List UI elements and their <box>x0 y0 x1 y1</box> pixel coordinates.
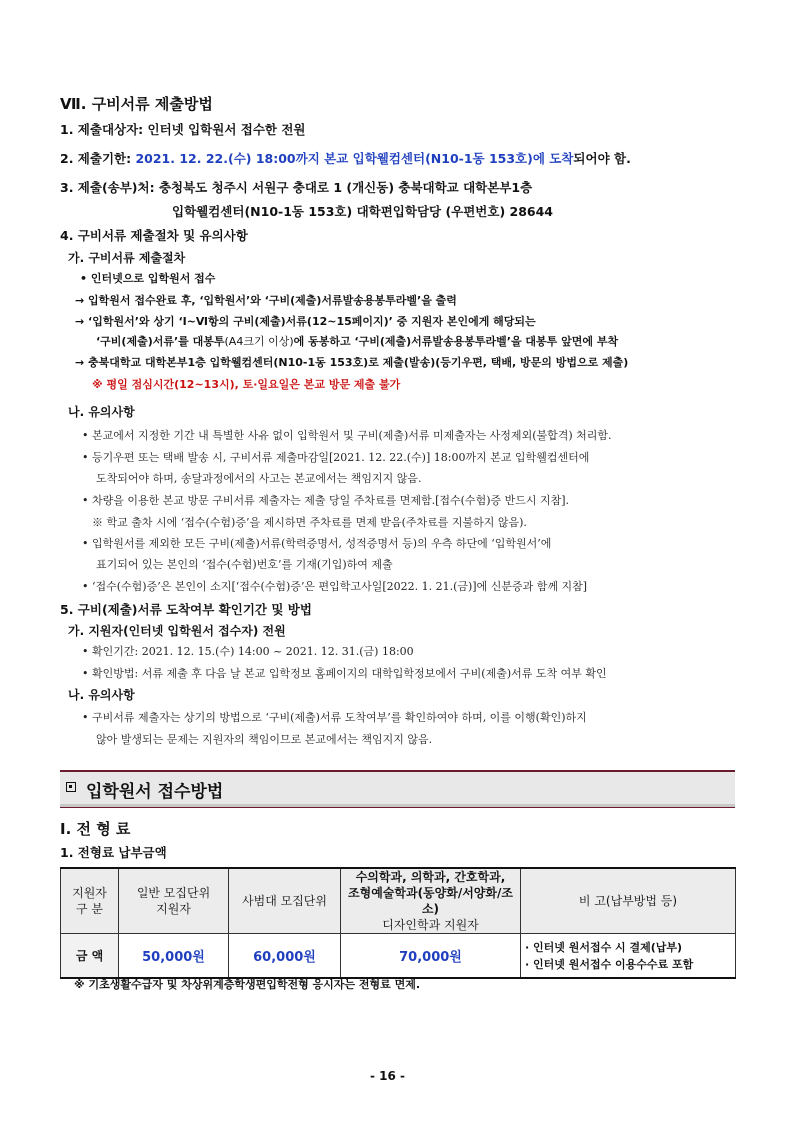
procedure-step-4 <box>75 354 628 370</box>
procedure-step-3b-size: (A4크기 이상) <box>224 335 294 348</box>
item-2-deadline: 2021. 12. 22.(수) 18:00까지 본교 입학웰컴센터(N10-1동 153호)에 도착 <box>135 151 574 166</box>
note-3b: ※ 학교 출차 시에 ‘접수(수험)증’을 제시하면 주차료를 면제 받음(주차료를 지불하지 않음). <box>92 516 527 529</box>
fee-header-general-b: 지원자 <box>156 902 191 916</box>
fee-table-header-row <box>61 868 736 934</box>
fee-amount-education: 60,000원 <box>229 934 341 979</box>
note-3: • 차량을 이용한 본교 방문 구비서류 제출자는 제출 당일 주차료를 면제함.[접수(수험)증 반드시 지참]. <box>82 494 570 507</box>
item-5-check-method: • 확인방법: 서류 제출 후 다음 날 본교 입학정보 홈페이지의 대학입학정보에서 구비(제출)서류 도착 여부 확인 <box>82 667 607 680</box>
fee-header-category-b: 구 분 <box>76 902 103 916</box>
procedure-step-3b-a: ‘구비(제출)서류’를 대봉투 <box>96 335 225 348</box>
procedure-step-1: • 인터넷으로 입학원서 접수 <box>80 272 216 285</box>
fee-header-category <box>61 868 119 934</box>
item-1: 1. 제출대상자: 인터넷 입학원서 접수한 전원 <box>60 122 306 137</box>
note-2a: • 등기우편 또는 택배 발송 시, 구비서류 제출마감일[2021. 12. 22.(수)] 18:00까지 본교 입학웰컴센터에 <box>82 451 590 464</box>
item-5-ga: 가. 지원자(인터넷 입학원서 접수자) 전원 <box>68 624 286 638</box>
fee-header-special <box>341 868 521 934</box>
fee-remarks-line-2: · 인터넷 원서접수 이용수수료 포함 <box>525 957 694 971</box>
item-2-prefix: 2. 제출기한: <box>60 151 136 166</box>
fee-header-category-a: 지원자 <box>72 886 107 900</box>
procedure-step-4-a: → 충북대학교 대학본부1층 입학웰컴센터(N10-1동 153호)로 제출(발송) <box>75 356 436 369</box>
fee-section-title: Ⅰ. 전 형 료 <box>60 820 131 838</box>
procedure-step-4-b: (등기우편, 택배, 방문의 방법으로 제출) <box>435 356 629 369</box>
procedure-step-3b <box>96 333 618 349</box>
item-5-title: 5. 구비(제출)서류 도착여부 확인기간 및 방법 <box>60 602 312 617</box>
page-number: - 16 - <box>370 1069 406 1083</box>
fee-table <box>60 867 736 979</box>
item-5-check-period: • 확인기간: 2021. 12. 15.(수) 14:00 ~ 2021. 12. 31.(금) 18:00 <box>82 645 414 658</box>
fee-amount-general: 50,000원 <box>119 934 229 979</box>
fee-header-remarks: 비 고(납부방법 등) <box>521 868 736 934</box>
fee-header-general <box>119 868 229 934</box>
note-1: • 본교에서 지정한 기간 내 특별한 사유 없이 입학원서 및 구비(제출)서류 미제출자는 사정제외(불합격) 처리함. <box>82 429 612 442</box>
procedure-step-3: → ‘입학원서’와 상기 ‘Ⅰ~Ⅵ항의 구비(제출)서류(12~15페이지)’ 중 지원자 본인에게 해당되는 <box>75 315 536 328</box>
item-5-na: 나. 유의사항 <box>68 688 135 702</box>
note-5: • ‘접수(수험)증’은 본인이 소지[‘접수(수험)증’은 편입학고사일[2022. 1. 21.(금)]에 신분증과 함께 지참] <box>82 580 587 593</box>
note-4b: 표기되어 있는 본인의 ‘접수(수험)번호’를 기재(기입)하여 제출 <box>96 558 393 571</box>
procedure-step-3b-c: 에 동봉하고 ‘구비(제출)서류발송용봉투라벨’을 대봉투 앞면에 부착 <box>293 335 619 348</box>
fee-remarks-cell <box>521 934 736 979</box>
fee-table-row <box>61 934 736 979</box>
item-2 <box>60 149 631 167</box>
item-5-note-a: • 구비서류 제출자는 상기의 방법으로 ‘구비(제출)서류 도착여부’를 확인하여야 하며, 이를 이행(확인)하지 <box>82 711 587 724</box>
fee-row-label: 금 액 <box>61 934 119 979</box>
item-5-note-b: 않아 발생되는 문제는 지원자의 책임이므로 본교에서는 책임지지 않음. <box>96 733 433 746</box>
fee-header-special-c: 디자인학과 지원자 <box>382 918 479 932</box>
square-bullet-icon <box>66 782 76 792</box>
procedure-step-2: → 입학원서 접수완료 후, ‘입학원서’와 ‘구비(제출)서류발송용봉투라벨’을 출력 <box>75 294 457 307</box>
item-3-line1: 3. 제출(송부)처: 충청북도 청주시 서원구 충대로 1 (개신동) 충북대학교 대학본부1층 <box>60 180 533 195</box>
note-4a: • 입학원서를 제외한 모든 구비(제출)서류(학력증명서, 성적증명서 등)의 우측 하단에 ‘입학원서’에 <box>82 537 552 550</box>
fee-header-education: 사범대 모집단위 <box>229 868 341 934</box>
sub-ga-title: 가. 구비서류 제출절차 <box>68 251 186 265</box>
fee-header-general-a: 일반 모집단위 <box>136 886 211 900</box>
item-3-line2: 입학웰컴센터(N10-1동 153호) 대학편입학담당 (우편번호) 28644 <box>172 204 554 219</box>
fee-header-special-a: 수의학과, 의학과, 간호학과, <box>355 870 506 884</box>
fee-footnote: ※ 기초생활수급자 및 차상위계층학생편입학전형 응시자는 전형료 면제. <box>74 978 421 991</box>
sub-na-title: 나. 유의사항 <box>68 405 135 419</box>
section-banner <box>60 770 735 808</box>
fee-subtitle: 1. 전형료 납부금액 <box>60 845 167 860</box>
fee-remarks-line-1: · 인터넷 원서접수 시 결제(납부) <box>525 940 683 954</box>
item-4-title: 4. 구비서류 제출절차 및 유의사항 <box>60 228 248 243</box>
banner-shadow-bar <box>60 804 735 807</box>
procedure-warning: ※ 평일 점심시간(12~13시), 토·일요일은 본교 방문 제출 불가 <box>92 378 401 391</box>
banner-title: 입학원서 접수방법 <box>86 782 224 802</box>
fee-header-special-b: 조형예술학과(동양화/서양화/조소) <box>348 886 513 916</box>
note-2b: 도착되어야 하며, 송달과정에서의 사고는 본교에서는 책임지지 않음. <box>96 472 422 485</box>
fee-amount-special: 70,000원 <box>341 934 521 979</box>
section-title: Ⅶ. 구비서류 제출방법 <box>60 95 213 113</box>
item-2-suffix: 되어야 함. <box>573 151 631 166</box>
